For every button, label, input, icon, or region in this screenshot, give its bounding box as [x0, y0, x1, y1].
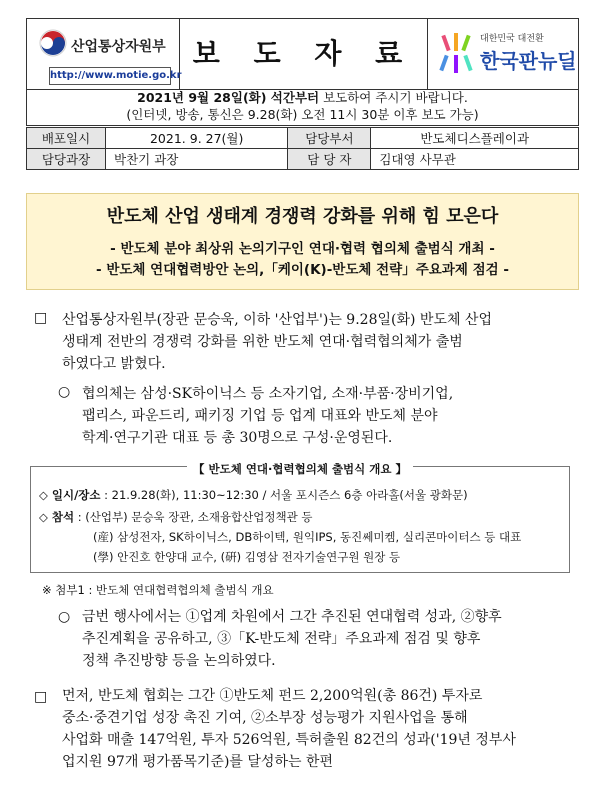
paragraph-line: 팹리스, 파운드리, 패키징 기업 등 업계 대표와 반도체 분야: [82, 408, 438, 424]
korean-new-deal-logo: [427, 19, 578, 89]
event-attendees-industry: (産) 삼성전자, SK하이닉스, DB하이텍, 원익IPS, 동진쎄미켐, 실리콘마이터스 등 대표: [93, 530, 522, 544]
officer-label: 담 당 자: [288, 149, 371, 170]
paragraph-line: 산업통상자원부(장관 문승욱, 이하 '산업부')는 9.28일(화) 반도체 산업: [62, 312, 492, 328]
new-deal-name: 한국판뉴딜: [480, 49, 577, 73]
press-release-header: [26, 18, 579, 90]
paragraph-line: 중소·중견기업 성장 촉진 기여, ②소부장 성능평가 지원사업을 통해: [62, 710, 468, 726]
paragraph-line: 추진계획을 공유하고, ③「K-반도체 전략」주요과제 점검 및 향후: [82, 631, 481, 647]
paragraph-2: [82, 383, 577, 449]
headline-sub-2: - 반도체 연대협력방안 논의,「케이(K)-반도체 전략」주요과제 점검 -: [96, 262, 509, 278]
circle-bullet-icon: ○: [58, 384, 71, 400]
embargo-line2: (인터넷, 방송, 통신은 9.28(화) 오전 11시 30분 이후 보도 가능): [126, 107, 479, 122]
event-attendees: [39, 509, 312, 525]
paragraph-line: 협의체는 삼성·SK하이닉스 등 소자기업, 소재·부품·장비기업,: [82, 386, 454, 402]
paragraph-line: 사업화 매출 147억원, 투자 526억원, 특허출원 82건의 성과('19년 정부사: [62, 732, 516, 748]
square-bullet-icon: □: [34, 310, 48, 326]
headline-sub-1: - 반도체 분야 최상위 논의기구인 연대·협력 협의체 출범식 개최 -: [110, 241, 495, 257]
director-label: 담당과장: [27, 149, 106, 170]
embargo-notice: [26, 89, 579, 126]
event-time-value: : 21.9.28(화), 11:30~12:30 / 서울 포시즌스 6층 아라홀(서울 광화문): [100, 488, 468, 502]
paragraph-line: 생태계 전반의 경쟁력 강화를 위한 반도체 연대·협력협의체가 출범: [62, 334, 463, 350]
paragraph-4: [62, 685, 577, 773]
page-title: 보 도 자 료: [192, 37, 415, 70]
paragraph-1: [62, 309, 572, 375]
paragraph-line: 금번 행사에서는 ①업계 차원에서 그간 추진된 연대협력 성과, ②향후: [82, 609, 502, 625]
director-value: 박찬기 과장: [106, 149, 288, 170]
event-box-title: 【 반도체 연대·협력협의체 출범식 개요 】: [187, 462, 413, 476]
paragraph-3: [82, 606, 577, 672]
circle-bullet-icon: ○: [58, 609, 71, 625]
officer-value: 김대영 사무관: [371, 149, 579, 170]
paragraph-line: 학계·연구기관 대표 등 총 30명으로 구성·운영된다.: [82, 430, 393, 446]
event-attendees-value: : (산업부) 문승욱 장관, 소재융합산업정책관 등: [74, 510, 313, 524]
paragraph-line: 먼저, 반도체 협회는 그간 ①반도체 펀드 2,200억원(총 86건) 투자로: [62, 688, 483, 704]
event-attendees-academia: (學) 안진호 한양대 교수, (硏) 김영삼 전자기술연구원 원장 등: [93, 550, 401, 564]
ministry-name: 산업통상자원부: [71, 39, 166, 55]
table-row: [27, 128, 579, 149]
attachment-note: ※ 첨부1 : 반도체 연대협력협의체 출범식 개요: [42, 583, 274, 597]
square-bullet-icon: □: [34, 689, 48, 705]
headline-main: 반도체 산업 생태계 경쟁력 강화를 위해 힘 모은다: [106, 206, 499, 227]
event-attendees-label: ◇ 참석: [39, 510, 75, 524]
taegeuk-logo-icon: [39, 29, 67, 57]
event-time-label: ◇ 일시/장소: [39, 488, 101, 502]
paragraph-line: 하였다고 밝혔다.: [62, 356, 166, 372]
release-date-label: 배포일시: [27, 128, 106, 149]
ministry-url-link[interactable]: http://www.motie.go.kr: [49, 67, 171, 85]
paragraph-line: 정책 추진방향 등을 논의하였다.: [82, 653, 276, 669]
department-label: 담당부서: [288, 128, 371, 149]
event-overview-box: [30, 462, 570, 573]
headline-box: [26, 193, 579, 290]
new-deal-logo-icon: [438, 31, 476, 75]
embargo-line1-rest: 보도하여 주시기 바랍니다.: [319, 90, 468, 105]
paragraph-line: 업지원 97개 평가품목기준)를 달성하는 한편: [62, 754, 333, 770]
ministry-logo-block: [27, 19, 180, 89]
department-value: 반도체디스플레이과: [371, 128, 579, 149]
release-info-table: [26, 127, 579, 170]
new-deal-tagline: 대한민국 대전환: [480, 34, 544, 44]
release-date-value: 2021. 9. 27(월): [106, 128, 288, 149]
event-time-place: [39, 487, 468, 503]
table-row: [27, 149, 579, 170]
embargo-date: 2021년 9월 28일(화) 석간부터: [137, 90, 320, 105]
